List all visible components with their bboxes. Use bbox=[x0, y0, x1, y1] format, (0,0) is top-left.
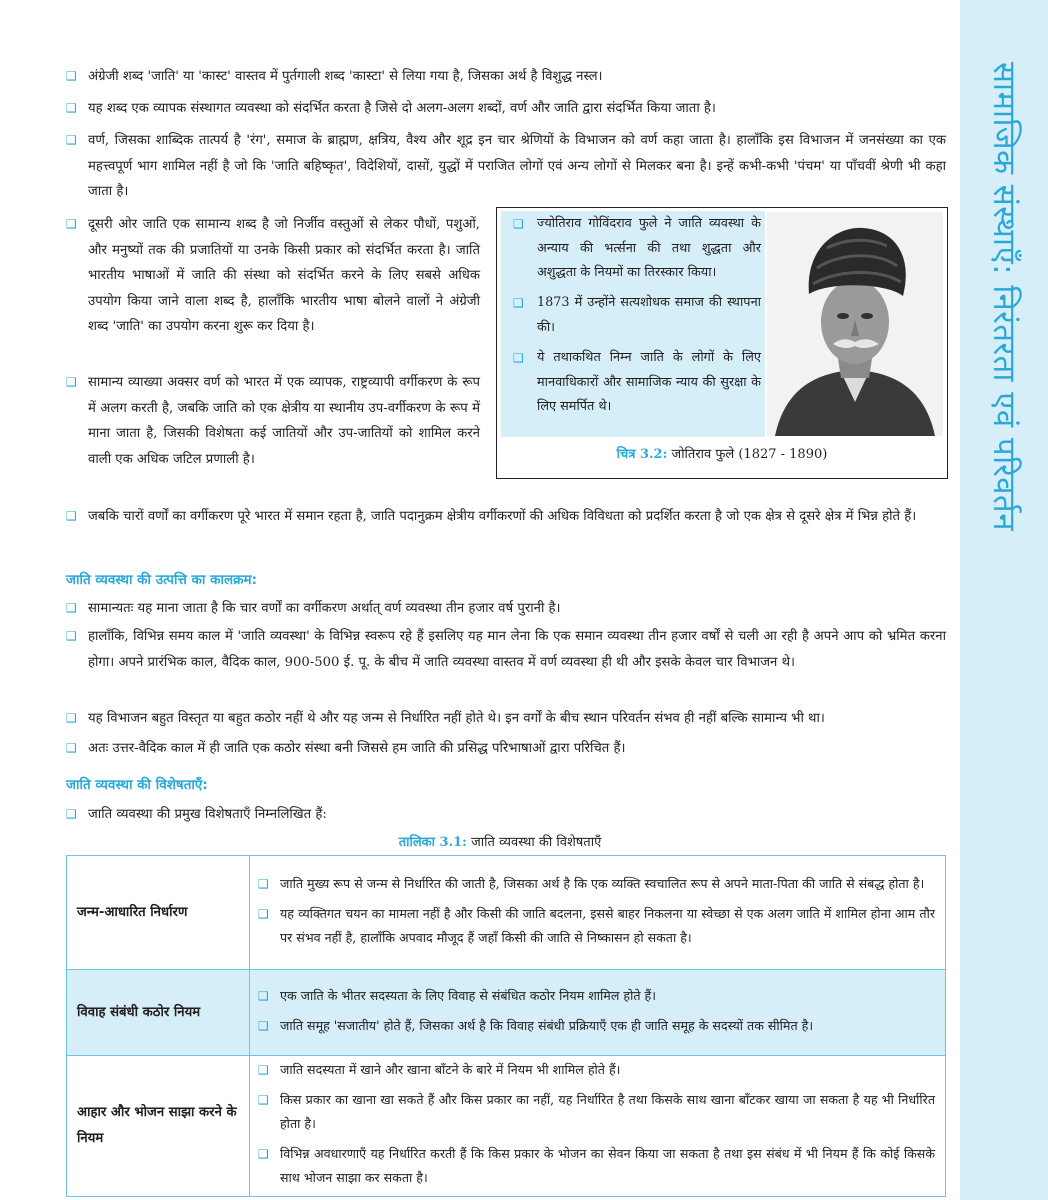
figure-bullet-3: ❑ ये तथाकथित निम्न जाति के लोगों के लिए मानवाधिकारों और सामाजिक न्याय की सुरक्षा के लिए समर्पित थे। bbox=[537, 346, 761, 420]
table-item: ❑ जाति सदस्यता में खाने और खाना बाँटने के बारे में नियम भी शामिल होते हैं। bbox=[280, 1058, 935, 1082]
figure-bullet-2: ❑ 1873 में उन्होंने सत्यशोधक समाज की स्थापना की। bbox=[537, 291, 761, 340]
table-row-body bbox=[250, 1056, 946, 1197]
figure-caption-label: चित्र 3.2: bbox=[616, 447, 668, 462]
table-row-body bbox=[250, 856, 946, 970]
table-row-head: आहार और भोजन साझा करने के नियम bbox=[67, 1056, 250, 1197]
table-row bbox=[67, 970, 946, 1056]
table-row-body bbox=[250, 970, 946, 1056]
table-item: ❑ किस प्रकार का खाना खा सकते हैं और किस प्रकार का नहीं, यह निर्धारित है तथा किसके साथ खाना बाँटकर खाया जा सकता है यह भी निर्धारित होता है। bbox=[280, 1088, 935, 1136]
table-item: ❑ एक जाति के भीतर सदस्यता के लिए विवाह से संबंधित कठोर नियम शामिल होते हैं। bbox=[280, 984, 935, 1008]
table-title bbox=[0, 832, 1000, 850]
table-row bbox=[67, 856, 946, 970]
caste-features-table bbox=[66, 855, 946, 1197]
wide-bullet: ❑ जबकि चारों वर्णों का वर्गीकरण पूरे भारत में समान रहता है, जाति पदानुक्रम क्षेत्रीय वर्गीकरणों की अधिक विविधता को प्रदर्शित करता है जो एक क्षेत्र से दूसरे क्षेत्र में भिन्न होते हैं। bbox=[88, 504, 946, 530]
intro-bullet-3: ❑ वर्ण, जिसका शाब्दिक तात्पर्य है 'रंग', समाज के ब्राह्मण, क्षत्रिय, वैश्य और शूद्र इन चार श्रेणियों के विभाजन को वर्ण कहा जाता है। हालाँकि इस विभाजन में जनसंख्या का एक महत्त्वपूर्ण भाग शामिल नहीं है जो कि 'जाति बहिष्कृत', विदेशियों, दासों, युद्धों में पराजित लोगों एवं अन्य लोगों से मिलकर बना है। इन्हें कभी-कभी 'पंचम' या पाँचवीं श्रेणी भी कहा जाता है। bbox=[88, 128, 946, 205]
chapter-title: सामाजिक संस्थाएँ: निरंतरता एवं परिवर्तन bbox=[986, 62, 1022, 531]
origin-bullet-4: ❑ अतः उत्तर-वैदिक काल में ही जाति एक कठोर संस्था बनी जिससे हम जाति की प्रसिद्ध परिभाषाओं द्वारा परिचित हैं। bbox=[88, 736, 946, 762]
table-row-head: जन्म-आधारित निर्धारण bbox=[67, 856, 250, 970]
figure-info-panel bbox=[501, 211, 765, 437]
origin-heading: जाति व्यवस्था की उत्पत्ति का कालक्रम: bbox=[66, 572, 257, 588]
origin-bullet-1: ❑ सामान्यतः यह माना जाता है कि चार वर्णों का वर्गीकरण अर्थात् वर्ण व्यवस्था तीन हजार वर्ष पुरानी है। bbox=[88, 596, 946, 622]
phule-portrait-image bbox=[767, 212, 943, 436]
left-bullet-2: ❑ सामान्य व्याख्या अक्सर वर्ण को भारत में एक व्यापक, राष्ट्रव्यापी वर्गीकरण के रूप में अलग करती है, जबकि जाति को एक क्षेत्रीय या स्थानीय उप-वर्गीकरण के रूप में माना जाता है, जिसकी विशेषता कई जातियों और उप-जातियों को शामिल करने वाली एक अधिक जटिल प्रणाली है। bbox=[88, 370, 480, 472]
phule-figure-box bbox=[496, 207, 948, 479]
table-row bbox=[67, 1056, 946, 1197]
intro-bullet-2: ❑ यह शब्द एक व्यापक संस्थागत व्यवस्था को संदर्भित करता है जिसे दो अलग-अलग शब्दों, वर्ण और जाति द्वारा संदर्भित किया जाता है। bbox=[88, 96, 946, 122]
figure-bullet-1: ❑ ज्योतिराव गोविंदराव फुले ने जाति व्यवस्था के अन्याय की भर्त्सना की तथा शुद्धता और अशुद्धता के नियमों का तिरस्कार किया। bbox=[537, 212, 761, 286]
table-item: ❑ जाति समूह 'सजातीय' होते हैं, जिसका अर्थ है कि विवाह संबंधी प्रक्रियाएँ एक ही जाति समूह के सदस्यों तक सीमित है। bbox=[280, 1014, 935, 1038]
table-item: ❑ जाति मुख्य रूप से जन्म से निर्धारित की जाती है, जिसका अर्थ है कि एक व्यक्ति स्वचालित रूप से अपने माता-पिता की जाति से संबद्ध होता है। bbox=[280, 872, 935, 896]
left-bullet-1: ❑ दूसरी ओर जाति एक सामान्य शब्द है जो निर्जीव वस्तुओं से लेकर पौधों, पशुओं, और मनुष्यों तक की प्रजातियों या उनके किसी प्रकार को संदर्भित करता है। जाति भारतीय भाषाओं में जाति की संस्था को संदर्भित करने के लिए सबसे अधिक उपयोग किया जाने वाला शब्द है, हालाँकि भारतीय भाषा बोलने वालों ने अंग्रेजी शब्द 'जाति' का उपयोग करना शुरू कर दिया है। bbox=[88, 212, 480, 340]
features-bullet: ❑ जाति व्यवस्था की प्रमुख विशेषताएँ निम्नलिखित हैं: bbox=[88, 802, 946, 828]
features-heading: जाति व्यवस्था की विशेषताएँ: bbox=[66, 777, 208, 793]
table-row-head: विवाह संबंधी कठोर नियम bbox=[67, 970, 250, 1056]
table-title-label: तालिका 3.1: bbox=[398, 835, 467, 850]
intro-bullet-1: ❑ अंग्रेजी शब्द 'जाति' या 'कास्ट' वास्तव में पुर्तगाली शब्द 'कास्टा' से लिया गया है, जिसका अर्थ है विशुद्ध नस्ल। bbox=[88, 64, 946, 90]
table-item: ❑ विभिन्न अवधारणाएँ यह निर्धारित करती हैं कि किस प्रकार के भोजन का सेवन किया जा सकता है तथा इस संबंध में भी नियम हैं कि कोई किसके साथ भोजन साझा कर सकता है। bbox=[280, 1142, 935, 1190]
figure-caption bbox=[497, 444, 947, 462]
table-item: ❑ यह व्यक्तिगत चयन का मामला नहीं है और किसी की जाति बदलना, इससे बाहर निकलना या स्वेच्छा से एक अलग जाति में शामिल होना आम तौर पर संभव नहीं है, हालाँकि अपवाद मौजूद हैं जहाँ किसी की जाति से निष्कासन हो सकता है। bbox=[280, 902, 935, 950]
table-title-text: जाति व्यवस्था की विशेषताएँ bbox=[471, 835, 602, 850]
origin-bullet-3: ❑ यह विभाजन बहुत विस्तृत या बहुत कठोर नहीं थे और यह जन्म से निर्धारित नहीं होते थे। इन वर्गों के बीच स्थान परिवर्तन संभव ही नहीं बल्कि सामान्य भी था। bbox=[88, 706, 946, 732]
figure-caption-text: जोतिराव फुले (1827 - 1890) bbox=[671, 447, 828, 462]
origin-bullet-2: ❑ हालाँकि, विभिन्न समय काल में 'जाति व्यवस्था' के विभिन्न स्वरूप रहे हैं इसलिए यह मान लेना कि एक समान व्यवस्था तीन हजार वर्षों से चली आ रही है अपने आप को भ्रमित करना होगा। अपने प्रारंभिक काल, वैदिक काल, 900-500 ई. पू. के बीच में जाति व्यवस्था वास्तव में वर्ण व्यवस्था ही थी और इसके केवल चार विभाजन थे। bbox=[88, 624, 946, 675]
